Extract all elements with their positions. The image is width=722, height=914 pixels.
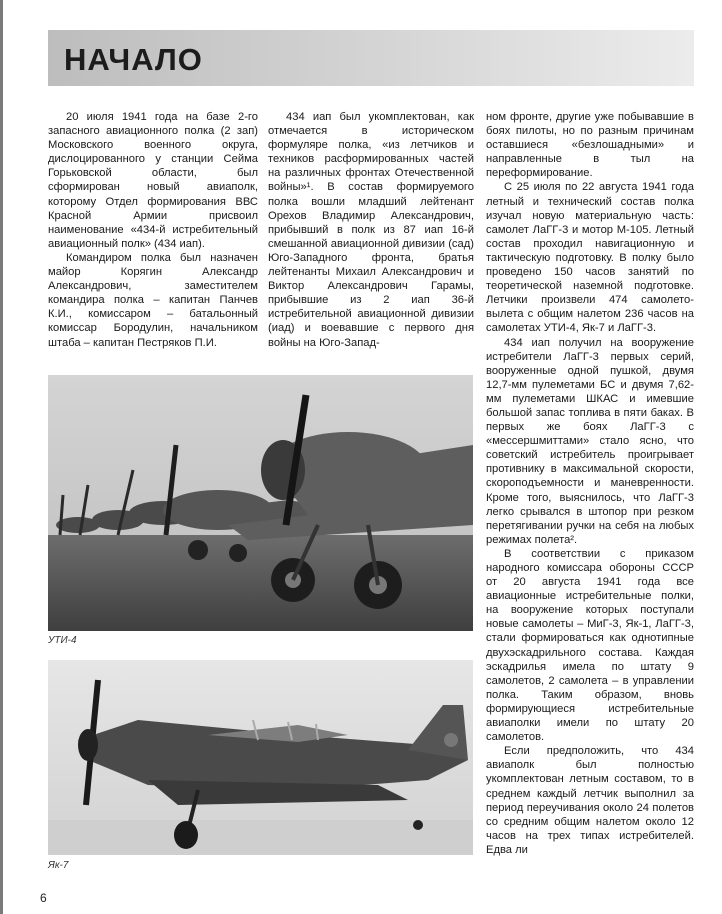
text-column-1 xyxy=(48,110,258,350)
paragraph: 434 иап был укомплектован, как отмечается в историческом формуляре полка, «из летчиков и техников расформированных частей на различных фронтах Отечественной войны»¹. В состав формируемого полка вошли младший лейтенант Орехов Владимир Александрович, прибывший в полк из 87 иап 16-й смешанной авиационной дивизии (сад) Юго-Западного фронта, братья лейтенанты Михаил Александрович и Виктор Александрович Гарамы, прибывшие из 2 иап 36-й истребительной авиационной дивизии (иад) и воевавшие с первого дня войны на Юго-Запад- xyxy=(268,111,474,349)
paragraph: 434 иап получил на вооружение истребители ЛаГГ-3 первых серий, вооруженные одной пушкой, двумя 12,7-мм пулеметами БС и двумя 7,62-мм пулеметами ШКАС и имевшие большой запас топлива в пяти баках. В первых же боях ЛаГГ-3 с «мессершмиттами» стало ясно, что советский истребитель проигрывает противнику в максимальной скорости, скороподъемности и маневренности. Кроме того, выяснилось, что ЛаГГ-3 легко срывался в штопор при резком перетягивании ручки на себя на любых режимах полета². xyxy=(486,336,694,546)
paragraph: Командиром полка был назначен майор Корягин Александр Александрович, заместителем командира полка – капитан Панчев К.И., комиссаром – батальонный комиссар Бородулин, начальником штаба – капитан Пестряков П.И. xyxy=(48,251,258,349)
paragraph: ном фронте, другие уже побывавшие в боях пилоты, но по разным причинам оставшиеся «безлошадными» и направленные в тыл на переформирование. xyxy=(486,111,694,180)
paragraph: С 25 июля по 22 августа 1941 года летный и технический состав полка изучал новую материальную часть: самолет ЛаГГ-3 и мотор М-105. Летный состав проходил навигационную и тактическую подготовку. В полку было проведено 150 часов занятий по теоретической наземной подготовке. Летчики произвели 474 самолето-вылета с общим налетом 236 часов на самолетах УТИ-4, Як-7 и ЛаГГ-3. xyxy=(486,181,694,335)
page-number: 6 xyxy=(40,891,47,905)
photo-yak7-image xyxy=(48,660,473,855)
paragraph: Если предположить, что 434 авиаполк был полностью укомплектован летным составом, то в среднем каждый летчик выполнил за период переучивания около 24 полетов со средним общим налетом около 12 часов на трех типах истребителей. Едва ли xyxy=(486,745,694,856)
paragraph: 20 июля 1941 года на базе 2-го запасного авиационного полка (2 зап) Московского военного округа, дислоцированного у станции Сейма Горьковской области, был сформирован новый авиаполк, которому Отдел формирования ВВС Красной Армии присвоил наименование «434-й истребительный авиационный полк» (434 иап). xyxy=(48,111,258,250)
photo-caption: УТИ-4 xyxy=(48,635,77,646)
photo-yak7 xyxy=(48,660,473,855)
photo-uti4 xyxy=(48,375,473,631)
text-column-3 xyxy=(486,110,694,857)
page-edge-rule xyxy=(0,0,3,914)
text-column-2 xyxy=(268,110,474,350)
photo-caption: Як-7 xyxy=(48,860,69,871)
chapter-title-band xyxy=(48,30,694,86)
photo-uti4-image xyxy=(48,375,473,631)
chapter-title: НАЧАЛО xyxy=(64,42,203,77)
paragraph: В соответствии с приказом народного комиссара обороны СССР от 20 августа 1941 года все авиационные истребительные полки, на вооружение которых поступали новые самолеты – МиГ-3, Як-1, ЛаГГ-3, стали формироваться как однотипные двухэскадрильного состава. Каждая эскадрилья имела по штату 9 самолетов, 2 самолета – в управлении полка. Таким образом, вновь формирующиеся истребительные авиаполки имели по штату 20 самолетов. xyxy=(486,547,694,744)
